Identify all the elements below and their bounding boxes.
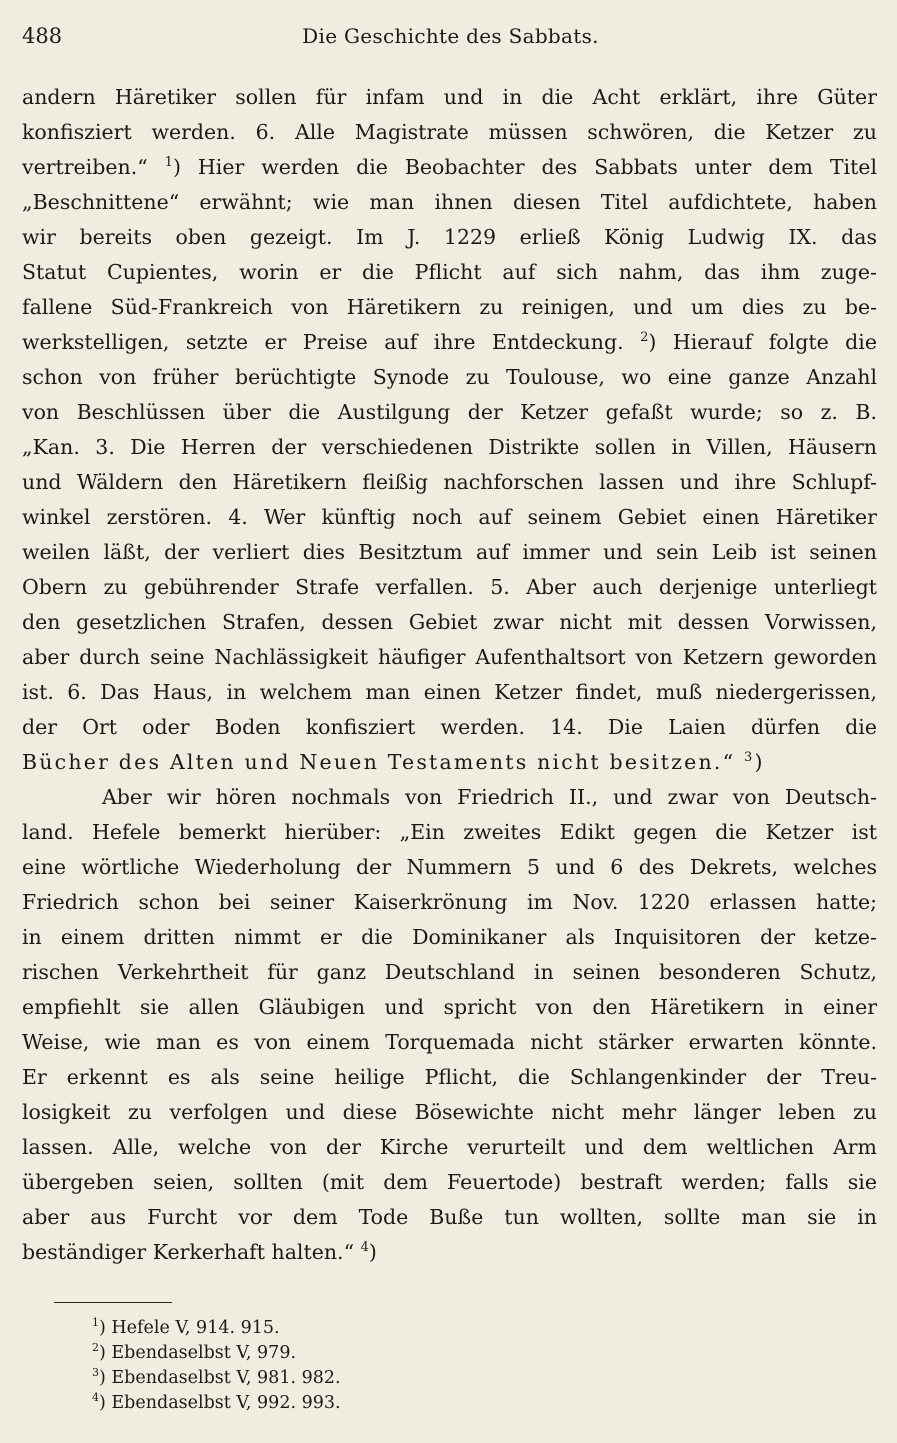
text-line: vertreiben.“ $^1$) Hier werden die Beobachter des Sabbats unter dem Titel [22,155,877,179]
running-title: Die Geschichte des Sabbats. [302,24,599,48]
text-line: den gesetzlichen Strafen, dessen Gebiet zwar nicht mit dessen Vorwissen, [22,610,877,634]
text-line: Friedrich schon bei seiner Kaiserkrönung im Nov. 1220 erlassen hatte; [22,890,877,914]
text-line: aber durch seine Nachlässigkeit häufiger Aufenthaltsort von Ketzern geworden [22,645,877,669]
text-line: Er erkennt es als seine heilige Pflicht, die Schlangenkinder der Treu- [22,1065,877,1089]
text-line: werkstelligen, setzte er Preise auf ihre Entdeckung. $^2$) Hierauf folgte die [22,330,877,354]
footnote-text: Ebendaselbst V, 979. [111,1343,297,1363]
paragraph-start-line: Aber wir hören nochmals von Friedrich II., und zwar von Deutsch- [102,785,877,809]
text-line: rischen Verkehrtheit für ganz Deutschland in seinen besonderen Schutz, [22,960,877,984]
text-line-start: beständiger Kerkerhaft halten.“ [22,1240,355,1264]
text-line-tail: Hierauf folgte die [672,330,877,354]
text-line: „Kan. 3. Die Herren der verschiedenen Distrikte sollen in Villen, Häusern [22,435,877,459]
text-line: konfisziert werden. 6. Alle Magistrate müssen schwören, die Ketzer zu [22,120,877,144]
text-line: winkel zerstören. 4. Wer künftig noch auf seinem Gebiet einen Häretiker [22,505,877,529]
page-number: 488 [22,24,63,48]
footnote-1: $^1$) Hefele V, 914. 915. [92,1316,280,1338]
footnote-4: $^4$) Ebendaselbst V, 992. 993. [92,1391,341,1413]
text-line: „Beschnittene“ erwähnt; wie man ihnen diesen Titel aufdichtete, haben [22,190,877,214]
text-line: von Beschlüssen über die Austilgung der Ketzer gefaßt wurde; so z. B. [22,400,877,424]
text-line: weilen läßt, der verliert dies Besitztum auf immer und sein Leib ist seinen [22,540,877,564]
text-line: der Ort oder Boden konfisziert werden. 14. Die Laien dürfen die [22,715,877,739]
text-line: empfiehlt sie allen Gläubigen und spricht von den Häretikern in einer [22,995,877,1019]
text-line-tail: Hier werden die Beobachter des Sabbats unter dem Titel [197,155,877,179]
text-line: Bücher des Alten und Neuen Testaments nicht besitzen.“ $^3$) [22,750,765,774]
text-line: aber aus Furcht vor dem Tode Buße tun wollten, sollte man sie in [22,1205,877,1229]
page-header [22,18,879,52]
footnote-marker: 3 [743,750,755,766]
footnote-marker: 4 [360,1240,369,1256]
text-line: land. Hefele bemerkt hierüber: „Ein zweites Edikt gegen die Ketzer ist [22,820,877,844]
text-line-start: Bücher des Alten und Neuen Testaments nicht besitzen.“ [22,750,736,774]
text-line: und Wäldern den Häretikern fleißig nachforschen lassen und ihre Schlupf- [22,470,877,494]
text-line: schon von früher berüchtigte Synode zu Toulouse, wo eine ganze Anzahl [22,365,877,389]
footnote-text: Ebendaselbst V, 992. 993. [111,1393,341,1413]
footnotes [92,1316,341,1416]
text-line: losigkeit zu verfolgen und diese Bösewichte nicht mehr länger leben zu [22,1100,877,1124]
footnote-marker: 1 [164,155,173,171]
footnote-text: Ebendaselbst V, 981. 982. [111,1368,341,1388]
footnote-number: 3 [92,1366,99,1380]
text-line: ist. 6. Das Haus, in welchem man einen Ketzer findet, muß niedergerissen, [22,680,877,704]
text-line-start: werkstelligen, setzte er Preise auf ihre Entdeckung. [22,330,624,354]
footnote-number: 4 [92,1391,99,1405]
text-line: andern Häretiker sollen für infam und in die Acht erklärt, ihre Güter [22,85,877,109]
text-line: Obern zu gebührender Strafe verfallen. 5. Aber auch derjenige unterliegt [22,575,877,599]
footnote-divider [54,1302,172,1303]
footnote-2: $^2$) Ebendaselbst V, 979. [92,1341,297,1363]
text-line-start: vertreiben.“ [22,155,148,179]
text-line: beständiger Kerkerhaft halten.“ $^4$) [22,1240,377,1264]
text-line: in einem dritten nimmt er die Dominikaner als Inquisitoren der ketze- [22,925,877,949]
footnote-number: 2 [92,1341,99,1355]
footnote-marker: 2 [640,330,649,346]
footnote-3: $^3$) Ebendaselbst V, 981. 982. [92,1366,341,1388]
body-text [22,80,877,1270]
footnote-number: 1 [92,1316,99,1330]
text-line: wir bereits oben gezeigt. Im J. 1229 erließ König Ludwig IX. das [22,225,877,249]
text-line: lassen. Alle, welche von der Kirche verurteilt und dem weltlichen Arm [22,1135,877,1159]
footnote-text: Hefele V, 914. 915. [111,1318,280,1338]
text-line: übergeben seien, sollten (mit dem Feuertode) bestraft werden; falls sie [22,1170,877,1194]
text-line: fallene Süd-Frankreich von Häretikern zu reinigen, und um dies zu be- [22,295,877,319]
text-line: Statut Cupientes, worin er die Pflicht auf sich nahm, das ihm zuge- [22,260,877,284]
text-line: Weise, wie man es von einem Torquemada nicht stärker erwarten könnte. [22,1030,877,1054]
text-line: eine wörtliche Wiederholung der Nummern 5 und 6 des Dekrets, welches [22,855,877,879]
